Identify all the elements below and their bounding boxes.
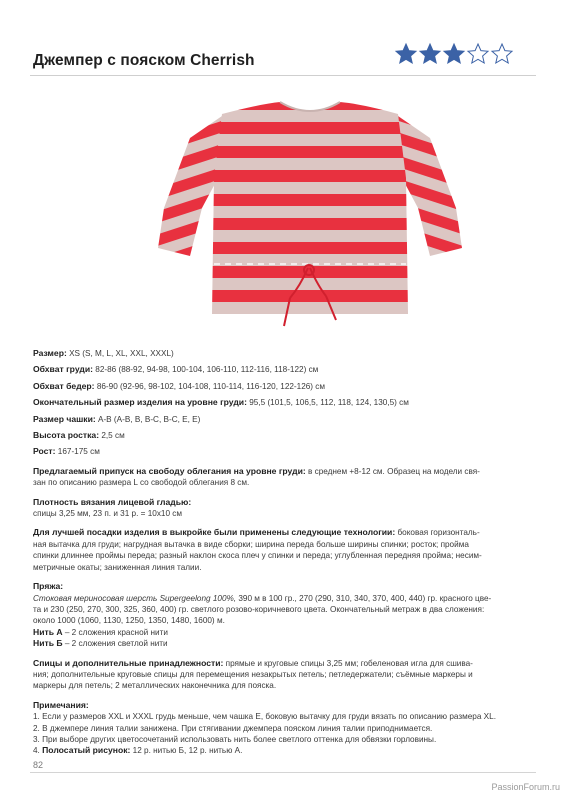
pattern-description <box>33 348 533 757</box>
note-item-stripes: 4. Полосатый рисунок: 12 р. нитью Б, 12 р. нитью А. <box>33 745 243 756</box>
needles-line: ния; дополнительные круговые спицы для перемещения незакрытых петель; петледержатели; съёмные маркеры и <box>33 669 473 679</box>
needles-line: маркеры для петель; 2 металлических наконечника для пояска. <box>33 681 277 691</box>
watermark: PassionForum.ru <box>491 782 560 792</box>
thread-a: Нить А – 2 сложения красной нити <box>33 626 168 637</box>
spec-hips: Обхват бедер: 86-90 (92-96, 98-102, 104-108, 110-114, 116-120, 122-126) см <box>33 380 326 391</box>
footer-divider <box>30 772 536 773</box>
spec-size: Размер: XS (S, M, L, XL, XXL, XXXL) <box>33 348 174 358</box>
star-filled-icon <box>394 42 418 66</box>
techniques-line: метричные окаты; заниженная линия талии. <box>33 562 202 572</box>
spec-cup: Размер чашки: A-B (A-B, B, B-C, B-C, E, E) <box>33 413 201 424</box>
difficulty-rating <box>394 42 514 68</box>
spec-final-size: Окончательный размер изделия на уровне груди: 95,5 (101,5, 106,5, 112, 118, 124, 130,5) см <box>33 397 409 408</box>
ease-paragraph: Предлагаемый припуск на свободу облегания на уровне груди: в среднем +8-12 см. Образец на модели свя- <box>33 465 480 476</box>
spec-rib: Высота ростка: 2,5 см <box>33 430 125 441</box>
gauge-title: Плотность вязания лицевой гладью: <box>33 496 192 507</box>
gauge-text: спицы 3,25 мм, 23 п. и 31 р. = 10х10 см <box>33 509 183 519</box>
star-filled-icon <box>442 42 466 66</box>
sweater-photo <box>150 98 470 356</box>
yarn-line-3: около 1000 (1060, 1130, 1250, 1350, 1480, 1600) м. <box>33 616 225 626</box>
notes-title: Примечания: <box>33 699 89 710</box>
note-item: 3. При выборе других цветосочетаний использовать нить более светлого оттенка для обвязки горловины. <box>33 734 437 744</box>
techniques-line: спинки длиннее проймы переда; разный наклон скоса плеч у спинки и переда; углубленная передняя пройма; несим- <box>33 551 482 561</box>
thread-b: Нить Б – 2 сложения светлой нити <box>33 638 168 649</box>
techniques-paragraph: Для лучшей посадки изделия в выкройке были применены следующие технологии: боковая горизонталь- <box>33 527 480 538</box>
star-outline-icon <box>466 42 490 66</box>
yarn-line-1: Стоковая мериносовая шерсть Supergeelong 100%, 390 м в 100 гр., 270 (290, 310, 340, 370, 400, 440) гр. красного цве- <box>33 593 492 603</box>
yarn-line-2: та и 230 (250, 270, 300, 325, 360, 400) гр. светлого розово-коричневого цвета. Окончательный метраж в два сложения: <box>33 604 485 614</box>
yarn-title: Пряжа: <box>33 581 64 592</box>
needles-paragraph: Спицы и дополнительные принадлежности: прямые и круговые спицы 3,25 мм; гобеленовая игла для сшива- <box>33 657 473 668</box>
page-number: 82 <box>33 760 44 770</box>
note-item: 2. В джемпере линия талии занижена. При стягивании джемпера пояском линия талии приподнимается. <box>33 723 433 733</box>
spec-chest: Обхват груди: 82-86 (88-92, 94-98, 100-104, 106-110, 112-116, 118-122) см <box>33 364 319 375</box>
page-title: Джемпер с пояском Cherrish <box>33 52 255 69</box>
spec-height: Рост: 167-175 см <box>33 446 100 457</box>
star-filled-icon <box>418 42 442 66</box>
note-item: 1. Если у размеров XXL и XXXL грудь меньше, чем чашка E, боковую вытачку для груди вязать по описанию размера XL. <box>33 712 496 722</box>
ease-line-2: зан по описанию размера L со свободой облегания 8 см. <box>33 478 250 488</box>
star-outline-icon <box>490 42 514 66</box>
title-divider <box>30 75 536 76</box>
techniques-line: ная вытачка для груди; нагрудная вытачка в виде сборки; ширина переда больше ширины спинки; росток; пройма <box>33 539 469 549</box>
